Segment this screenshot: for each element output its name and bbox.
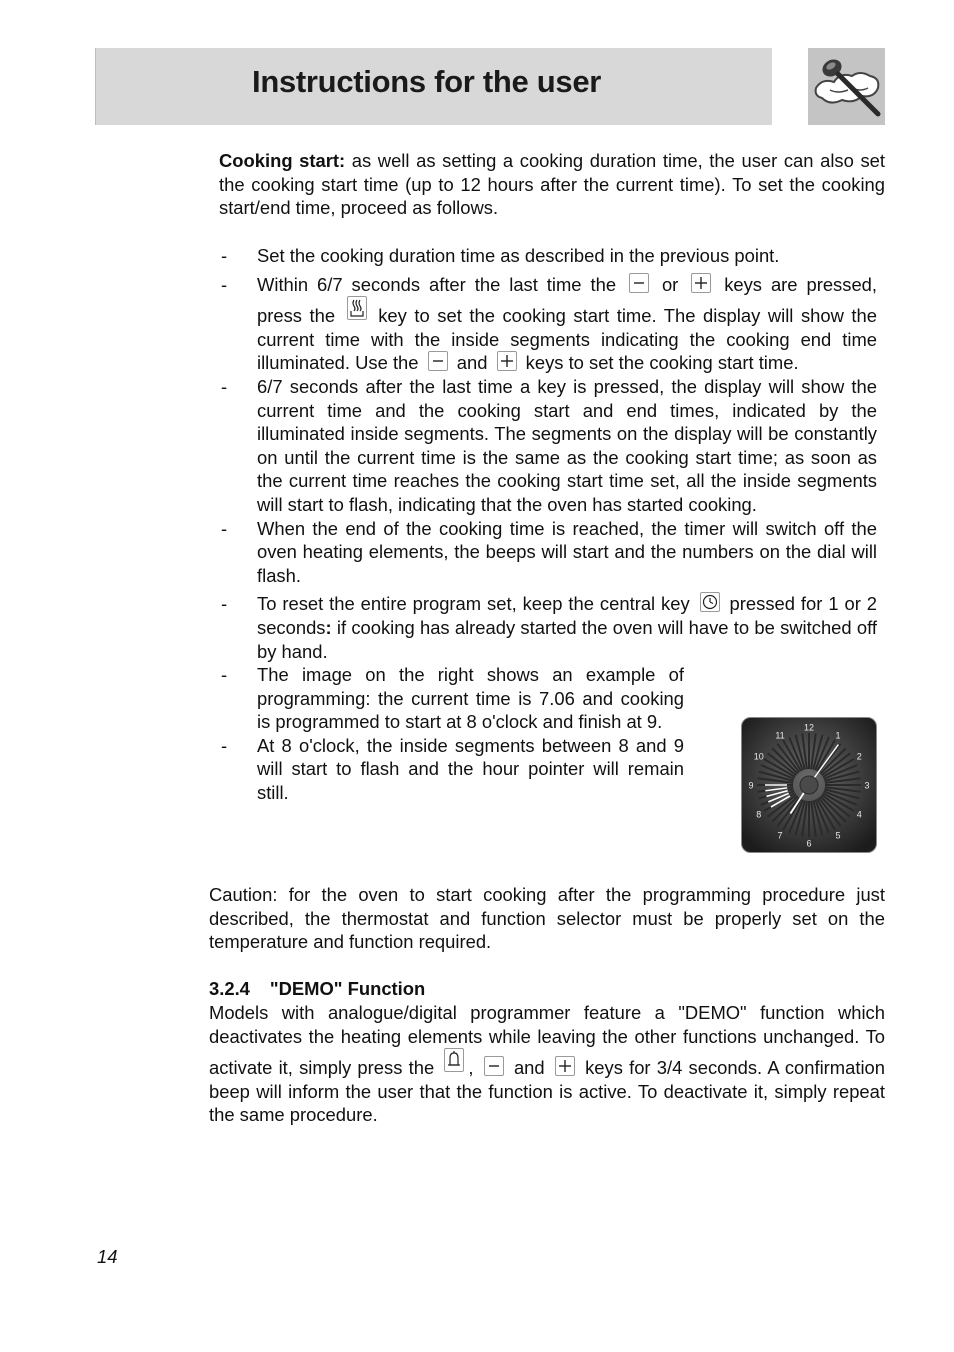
dial-number: 4 [856,809,862,820]
list-dash: - [221,517,228,539]
list-dash: - [221,593,228,615]
section-number: 3.2.4 [209,978,250,999]
list-dash: - [221,664,228,686]
list-item-text: The image on the right shows an example of programming: the current time is 7.06 and cooking is programmed to start at 8 o'clock and finish at 9. [257,664,684,733]
demo-paragraph [209,1001,885,1127]
minus-key-icon [484,1056,504,1076]
dial-number: 11 [775,730,785,741]
dial-number: 2 [856,751,862,762]
section-heading [209,978,425,1000]
intro-lead: Cooking start: [219,150,346,171]
list-item [219,244,877,268]
dial-number: 1 [835,730,841,741]
list-item-text: Set the cooking duration time as described in the previous point. [257,245,780,266]
list-item [219,273,877,375]
dial-number: 7 [777,830,783,841]
list-item-text: keys to set the cooking start time. [520,352,799,374]
list-item [219,375,877,517]
list-item [219,592,877,663]
plus-key-icon [497,351,517,371]
section-title: "DEMO" Function [269,978,426,999]
dial-center-knob [800,776,818,794]
list-item-text: pressed for 1 or 2 seconds [257,593,877,638]
list-item-text: When the end of the cooking time is reached, the timer will switch off the oven heating elements, the beeps will start and the numbers on the dial will flash. [257,517,877,586]
intro-paragraph [219,149,885,220]
list-item [219,734,684,805]
list-item-text: key to set the cooking start time. The display will show the current time with the inside segments indicating the cooking end time illuminated. Use the [257,305,877,374]
minus-key-icon [428,351,448,371]
dial-number: 3 [864,780,870,791]
list-item [219,517,877,588]
demo-text: keys for 3/4 seconds. A confirmation beep will inform the user that the function is active. To deactivate it, simply repeat the same procedure. [209,1057,885,1126]
clock-key-icon [700,592,720,612]
intro-text: as well as setting a cooking duration time, the user can also set the cooking start time (up to 12 hours after the current time). To set the cooking start/end time, proceed as follows. [219,150,885,219]
dial-number: 9 [748,780,754,791]
list-dash: - [221,273,228,295]
list-item-text: keys are pressed, press the [257,273,878,327]
dial-number: 12 [803,722,815,733]
list-item-text: To reset the entire program set, keep the central key [257,593,696,615]
chef-spoon-logo-icon [808,48,885,125]
demo-text: Models with analogue/digital programmer feature a "DEMO" function which deactivates the heating elements while leaving the other functions unchanged. To activate it, simply press the [209,1002,885,1079]
page-title: Instructions for the user [252,64,602,99]
list-dash: - [221,375,228,397]
page-number: 14 [97,1246,118,1267]
list-item-text: if cooking has already started the oven will have to be switched off by hand. [257,616,877,662]
list-dash: - [221,734,228,756]
dial-number: 5 [835,830,841,841]
demo-text: and [507,1057,551,1079]
dial-number: 10 [753,751,764,762]
cooking-heat-key-icon [347,296,367,320]
list-dash: - [221,245,228,266]
list-item [219,663,684,734]
bell-key-icon [444,1048,464,1072]
list-item-text: Within 6/7 seconds after the last time the [257,273,625,295]
minus-key-icon [629,273,649,293]
dial-number: 6 [806,838,812,849]
demo-text: , [468,1057,480,1079]
caution-paragraph: Caution: for the oven to start cooking after the programming procedure just described, the thermostat and function selector must be properly set on the temperature and function required. [209,884,885,953]
dial-number: 8 [756,809,762,820]
plus-key-icon [555,1056,575,1076]
plus-key-icon [691,273,711,293]
programmer-dial-image [741,717,877,853]
list-item-text: : [325,616,332,638]
list-item-text: 6/7 seconds after the last time a key is pressed, the display will show the current time and the cooking start and end times, indicated by the illuminated inside segments. The segments on the display will be constantly on until the current time is the same as the cooking start time; as soon as the current time reaches the cooking start time set, all the inside segments will start to flash, indicating that the oven has started cooking. [257,375,877,515]
list-item-text: At 8 o'clock, the inside segments between 8 and 9 will start to flash and the hour pointer will remain still. [257,734,684,804]
list-item-text: or [653,273,688,295]
list-item-text: and [451,352,493,374]
